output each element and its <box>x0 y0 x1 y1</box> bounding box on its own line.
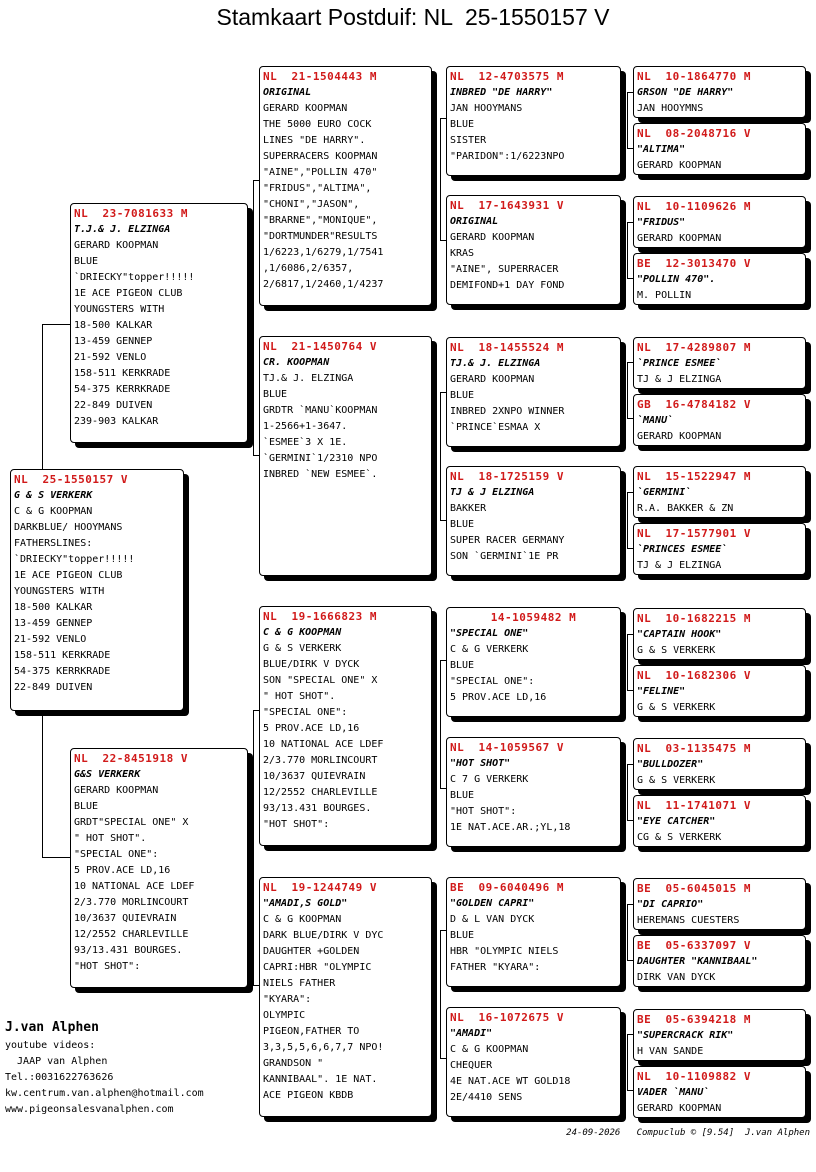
ancestor-card <box>633 665 806 717</box>
pedigree-line: TJ & J ELZINGA <box>637 374 722 385</box>
pedigree-line: JAN HOOYMANS <box>450 103 523 114</box>
mother-father-card <box>259 606 432 846</box>
ring-number: NL 15-1522947 M <box>637 470 751 483</box>
pedigree-line: 1E ACE PIGEON CLUB <box>14 570 123 581</box>
pigeon-name: `MANU` <box>637 415 674 426</box>
pedigree-line: BLUE <box>74 256 99 267</box>
contact-email[interactable]: kw.centrum.van.alphen@hotmail.com <box>5 1088 204 1099</box>
connector-line <box>42 711 43 858</box>
ring-number: NL 17-1643931 V <box>450 199 564 212</box>
ancestor-card <box>633 523 806 575</box>
pedigree-line: OLYMPIC <box>263 1010 306 1021</box>
pedigree-line: CG & S VERKERK <box>637 832 722 843</box>
pedigree-line: 21-592 VENLO <box>14 634 87 645</box>
pedigree-line: 13-459 GENNEP <box>74 336 153 347</box>
pedigree-line: `DRIECKY"topper!!!!! <box>14 554 135 565</box>
contact-phone: Tel.:0031622763626 <box>5 1072 114 1083</box>
pigeon-name: "SUPERCRACK RIK" <box>637 1030 734 1041</box>
father-mother-card <box>259 336 432 576</box>
pedigree-line: 12/2552 CHARLEVILLE <box>74 929 189 940</box>
ring-number: NL 14-1059567 V <box>450 741 564 754</box>
ancestor-card <box>633 66 806 118</box>
pedigree-line: THE 5000 EURO COCK <box>263 119 372 130</box>
pedigree-line: 18-500 KALKAR <box>74 320 153 331</box>
connector-line <box>627 904 628 960</box>
pedigree-line: 22-849 DUIVEN <box>14 682 93 693</box>
connector-line <box>627 362 628 418</box>
pedigree-line: GRDTR `MANU`KOOPMAN <box>263 405 378 416</box>
pedigree-line: GRDT"SPECIAL ONE" X <box>74 817 189 828</box>
great-grandparent-card <box>446 877 621 987</box>
pedigree-line: 1E ACE PIGEON CLUB <box>74 288 183 299</box>
pedigree-line: "HOT SHOT": <box>74 961 141 972</box>
pedigree-line: C & G KOOPMAN <box>263 914 342 925</box>
pedigree-line: `GERMINI`1/2310 NPO <box>263 453 378 464</box>
pedigree-line: 1-2566+1-3647. <box>263 421 348 432</box>
ring-number: BE 05-6337097 V <box>637 939 751 952</box>
pedigree-line: 10 NATIONAL ACE LDEF <box>74 881 195 892</box>
pedigree-line: 2E/4410 SENS <box>450 1092 523 1103</box>
pedigree-line: ACE PIGEON KBDB <box>263 1090 354 1101</box>
ring-number: NL 18-1455524 M <box>450 341 564 354</box>
pedigree-line: BAKKER <box>450 503 487 514</box>
pedigree-line: 12/2552 CHARLEVILLE <box>263 787 378 798</box>
ring-number: NL 17-1577901 V <box>637 527 751 540</box>
pedigree-line: 93/13.431 BOURGES. <box>74 945 183 956</box>
pedigree-line: GERARD KOOPMAN <box>637 1103 722 1114</box>
pigeon-name: GRSON "DE HARRY" <box>637 87 734 98</box>
pedigree-line: 54-375 KERRKRADE <box>74 384 171 395</box>
pedigree-line: FATHERSLINES: <box>14 538 93 549</box>
ancestor-card <box>633 123 806 175</box>
connector-line <box>440 392 441 520</box>
pedigree-line: CHEQUER <box>450 1060 493 1071</box>
pedigree-line: "KYARA": <box>263 994 312 1005</box>
great-grandparent-card <box>446 737 621 847</box>
pedigree-line: G & S VERKERK <box>637 645 716 656</box>
ring-number: NL 10-1864770 M <box>637 70 751 83</box>
pedigree-line: 2/3.770 MORLINCOURT <box>74 897 189 908</box>
pigeon-name: VADER `MANU` <box>637 1087 710 1098</box>
pedigree-line: SISTER <box>450 135 487 146</box>
ancestor-card <box>633 1066 806 1118</box>
pedigree-line: SUPERRACERS KOOPMAN <box>263 151 378 162</box>
pigeon-name: G&S VERKERK <box>74 769 141 780</box>
pedigree-line: C & G VERKERK <box>450 644 529 655</box>
pedigree-line: GERARD KOOPMAN <box>637 233 722 244</box>
pedigree-line: HBR "OLYMPIC NIELS <box>450 946 559 957</box>
pedigree-line: KANNIBAAL". 1E NAT. <box>263 1074 378 1085</box>
pedigree-line: PIGEON,FATHER TO <box>263 1026 360 1037</box>
great-grandparent-card <box>446 195 621 305</box>
pedigree-line: DAUGHTER +GOLDEN <box>263 946 360 957</box>
pigeon-name: TJ.& J. ELZINGA <box>450 358 541 369</box>
breeder-name: J.van Alphen <box>5 1020 99 1035</box>
pigeon-name: "FELINE" <box>637 686 686 697</box>
pedigree-line: 10/3637 QUIEVRAIN <box>74 913 177 924</box>
pigeon-name: "EYE CATCHER" <box>637 816 716 827</box>
pigeon-name: "AMADI" <box>450 1028 493 1039</box>
ring-number: NL 19-1666823 M <box>263 610 377 623</box>
pigeon-name: "GOLDEN CAPRI" <box>450 898 535 909</box>
pedigree-line: ,1/6086,2/6357, <box>263 263 354 274</box>
pedigree-line: DEMIFOND+1 DAY FOND <box>450 280 565 291</box>
pigeon-name: TJ & J ELZINGA <box>450 487 535 498</box>
ancestor-card <box>633 253 806 305</box>
pedigree-line: 13-459 GENNEP <box>14 618 93 629</box>
pedigree-line: "AINE", SUPERRACER <box>450 264 559 275</box>
pedigree-line: BLUE <box>74 801 99 812</box>
ancestor-card <box>633 935 806 987</box>
pigeon-name: INBRED "DE HARRY" <box>450 87 553 98</box>
pedigree-line: BLUE <box>450 660 475 671</box>
pedigree-line: 93/13.431 BOURGES. <box>263 803 372 814</box>
father-card <box>70 203 248 443</box>
pedigree-line: BLUE <box>450 390 475 401</box>
ring-number: BE 05-6394218 M <box>637 1013 751 1026</box>
pedigree-line: GERARD KOOPMAN <box>637 160 722 171</box>
pedigree-line: TJ.& J. ELZINGA <box>263 373 354 384</box>
pedigree-line: "SPECIAL ONE": <box>263 707 348 718</box>
pedigree-line: R.A. BAKKER & ZN <box>637 503 734 514</box>
pedigree-line: G & S VERKERK <box>263 643 342 654</box>
pigeon-name: C & G KOOPMAN <box>263 627 342 638</box>
ancestor-card <box>633 466 806 518</box>
contact-line: JAAP van Alphen <box>5 1056 108 1067</box>
pedigree-line: 18-500 KALKAR <box>14 602 93 613</box>
pedigree-line: 1/6223,1/6279,1/7541 <box>263 247 384 258</box>
ring-number: NL 17-4289807 M <box>637 341 751 354</box>
pedigree-line: 22-849 DUIVEN <box>74 400 153 411</box>
ancestor-card <box>633 608 806 660</box>
pedigree-line: BLUE <box>450 930 475 941</box>
pedigree-line: GERARD KOOPMAN <box>74 240 159 251</box>
pedigree-line: C 7 G VERKERK <box>450 774 529 785</box>
pedigree-line: BLUE/DIRK V DYCK <box>263 659 360 670</box>
pedigree-line: "PARIDON":1/6223NPO <box>450 151 565 162</box>
ring-number: NL 21-1504443 M <box>263 70 377 83</box>
pigeon-name: `PRINCES ESMEE` <box>637 544 728 555</box>
pedigree-line: GERARD KOOPMAN <box>637 431 722 442</box>
ring-number: NL 03-1135475 M <box>637 742 751 755</box>
pedigree-line: 158-511 KERKRADE <box>14 650 111 661</box>
great-grandparent-card <box>446 466 621 576</box>
ring-number: GB 16-4784182 V <box>637 398 751 411</box>
page-title: Stamkaart Postduif: NL 25-1550157 V <box>216 4 610 30</box>
pedigree-line: "AINE","POLLIN 470" <box>263 167 378 178</box>
pedigree-line: 1E NAT.ACE.AR.;YL,18 <box>450 822 571 833</box>
ancestor-card <box>633 394 806 446</box>
ring-number: NL 18-1725159 V <box>450 470 564 483</box>
pedigree-line: 5 PROV.ACE LD,16 <box>74 865 171 876</box>
pigeon-name: "AMADI,S GOLD" <box>263 898 348 909</box>
pigeon-name: ORIGINAL <box>263 87 312 98</box>
pedigree-line: 4E NAT.ACE WT GOLD18 <box>450 1076 571 1087</box>
ring-number: NL 08-2048716 V <box>637 127 751 140</box>
pedigree-line: DARKBLUE/ HOOYMANS <box>14 522 123 533</box>
ring-number: 14-1059482 M <box>490 611 577 624</box>
pedigree-line: "HOT SHOT": <box>263 819 330 830</box>
ring-number: BE 09-6040496 M <box>450 881 564 894</box>
pedigree-line: KRAS <box>450 248 475 259</box>
pedigree-line: 5 PROV.ACE LD,16 <box>263 723 360 734</box>
ring-number: NL 19-1244749 V <box>263 881 377 894</box>
connector-line <box>42 857 72 858</box>
pigeon-name: `GERMINI` <box>637 487 692 498</box>
pedigree-line: M. POLLIN <box>637 290 692 301</box>
pedigree-line: C & G KOOPMAN <box>14 506 93 517</box>
pedigree-line: SUPER RACER GERMANY <box>450 535 565 546</box>
pedigree-line: `DRIECKY"topper!!!!! <box>74 272 195 283</box>
ring-number: NL 10-1109626 M <box>637 200 751 213</box>
pedigree-line: 2/6817,1/2460,1/4237 <box>263 279 384 290</box>
breeder-contact <box>5 1018 204 1118</box>
ancestor-card <box>633 1009 806 1061</box>
connector-line <box>627 634 628 690</box>
pedigree-line: 10/3637 QUIEVRAIN <box>263 771 366 782</box>
pedigree-line: D & L VAN DYCK <box>450 914 535 925</box>
pedigree-line: YOUNGSTERS WITH <box>74 304 165 315</box>
ring-number: NL 12-4703575 M <box>450 70 564 83</box>
father-father-card <box>259 66 432 306</box>
contact-website[interactable]: www.pigeonsalesvanalphen.com <box>5 1104 174 1115</box>
ring-number: NL 10-1109882 V <box>637 1070 751 1083</box>
pedigree-line: "DORTMUNDER"RESULTS <box>263 231 378 242</box>
great-grandparent-card <box>446 66 621 176</box>
pedigree-line: C & G KOOPMAN <box>450 1044 529 1055</box>
pigeon-name: "POLLIN 470". <box>637 274 716 285</box>
pigeon-name: DAUGHTER "KANNIBAAL" <box>637 956 758 967</box>
pedigree-line: JAN HOOYMNS <box>637 103 704 114</box>
ring-number: BE 05-6045015 M <box>637 882 751 895</box>
pedigree-line: 5 PROV.ACE LD,16 <box>450 692 547 703</box>
connector-line <box>627 92 628 148</box>
pedigree-line: 54-375 KERRKRADE <box>14 666 111 677</box>
pedigree-line: `ESMEE`3 X 1E. <box>263 437 348 448</box>
pedigree-line: GERARD KOOPMAN <box>450 374 535 385</box>
connector-line <box>253 180 254 455</box>
ancestor-card <box>633 795 806 847</box>
pigeon-name: ORIGINAL <box>450 216 499 227</box>
pigeon-name: CR. KOOPMAN <box>263 357 330 368</box>
pedigree-line: G & S VERKERK <box>637 775 716 786</box>
ancestor-card <box>633 878 806 930</box>
pedigree-line: YOUNGSTERS WITH <box>14 586 105 597</box>
pedigree-line: 3,3,5,5,6,6,7,7 NPO! <box>263 1042 384 1053</box>
pigeon-name: "SPECIAL ONE" <box>450 628 529 639</box>
pedigree-line: GRANDSON " <box>263 1058 324 1069</box>
connector-line <box>42 324 43 469</box>
ring-number: NL 11-1741071 V <box>637 799 751 812</box>
pedigree-line: LINES "DE HARRY". <box>263 135 366 146</box>
pedigree-line: NIELS FATHER <box>263 978 336 989</box>
print-stamp: 24-09-2026 Compuclub © [9.54] J.van Alphen <box>566 1128 810 1138</box>
pedigree-line: INBRED 2XNPO WINNER <box>450 406 565 417</box>
ring-number: BE 12-3013470 V <box>637 257 751 270</box>
great-grandparent-card <box>446 1007 621 1117</box>
ring-number: NL 10-1682306 V <box>637 669 751 682</box>
connector-line <box>627 1034 628 1090</box>
pedigree-line: "HOT SHOT": <box>450 806 517 817</box>
pigeon-name: "BULLDOZER" <box>637 759 704 770</box>
connector-line <box>440 118 441 240</box>
pedigree-line: 10 NATIONAL ACE LDEF <box>263 739 384 750</box>
great-grandparent-card <box>446 607 621 717</box>
pedigree-line: SON "SPECIAL ONE" X <box>263 675 378 686</box>
connector-line <box>627 492 628 548</box>
pedigree-line: "CHONI","JASON", <box>263 199 360 210</box>
ring-number: NL 23-7081633 M <box>74 207 188 220</box>
pedigree-line: "BRARNE","MONIQUE", <box>263 215 378 226</box>
connector-line <box>440 930 441 1058</box>
pedigree-line: HEREMANS CUESTERS <box>637 915 740 926</box>
pedigree-line: DARK BLUE/DIRK V DYC <box>263 930 384 941</box>
pigeon-name: "DI CAPRIO" <box>637 899 704 910</box>
pedigree-line: BLUE <box>450 519 475 530</box>
pedigree-line: BLUE <box>263 389 288 400</box>
mother-card <box>70 748 248 988</box>
pedigree-line: GERARD KOOPMAN <box>74 785 159 796</box>
great-grandparent-card <box>446 337 621 447</box>
contact-line: youtube videos: <box>5 1040 96 1051</box>
pigeon-name: `PRINCE ESMEE` <box>637 358 722 369</box>
ancestor-card <box>633 337 806 389</box>
pedigree-line: DIRK VAN DYCK <box>637 972 716 983</box>
pedigree-line: G & S VERKERK <box>637 702 716 713</box>
pigeon-name: "CAPTAIN HOOK" <box>637 629 722 640</box>
connector-line <box>440 660 441 788</box>
pedigree-line: GERARD KOOPMAN <box>263 103 348 114</box>
pedigree-line: CAPRI:HBR "OLYMPIC <box>263 962 372 973</box>
pedigree-line: `PRINCE`ESMAA X <box>450 422 541 433</box>
pedigree-line: H VAN SANDE <box>637 1046 704 1057</box>
mother-mother-card <box>259 877 432 1117</box>
connector-line <box>627 764 628 820</box>
pedigree-line: FATHER "KYARA": <box>450 962 541 973</box>
connector-line <box>253 710 254 985</box>
pedigree-line: BLUE <box>450 119 475 130</box>
pedigree-line: " HOT SHOT". <box>263 691 336 702</box>
pigeon-name: T.J.& J. ELZINGA <box>74 224 171 235</box>
ring-number: NL 22-8451918 V <box>74 752 188 765</box>
ring-number: NL 25-1550157 V <box>14 473 128 486</box>
pedigree-line: "SPECIAL ONE": <box>450 676 535 687</box>
connector-line <box>42 324 72 325</box>
pigeon-name: G & S VERKERK <box>14 490 93 501</box>
ancestor-card <box>633 738 806 790</box>
pigeon-name: "ALTIMA" <box>637 144 686 155</box>
ring-number: NL 16-1072675 V <box>450 1011 564 1024</box>
pedigree-line: 158-511 KERKRADE <box>74 368 171 379</box>
pedigree-line: 21-592 VENLO <box>74 352 147 363</box>
connector-line <box>248 845 254 846</box>
connector-line <box>248 320 254 321</box>
pedigree-line: 2/3.770 MORLINCOURT <box>263 755 378 766</box>
pedigree-line: 239-903 KALKAR <box>74 416 159 427</box>
pedigree-line: INBRED `NEW ESMEE`. <box>263 469 378 480</box>
pigeon-name: "HOT SHOT" <box>450 758 511 769</box>
pedigree-line: SON `GERMINI`1E PR <box>450 551 559 562</box>
pedigree-line: "SPECIAL ONE": <box>74 849 159 860</box>
ancestor-card <box>633 196 806 248</box>
pedigree-line: GERARD KOOPMAN <box>450 232 535 243</box>
pigeon-card <box>10 469 184 711</box>
connector-line <box>627 222 628 278</box>
pedigree-line: TJ & J ELZINGA <box>637 560 722 571</box>
ring-number: NL 10-1682215 M <box>637 612 751 625</box>
pedigree-line: BLUE <box>450 790 475 801</box>
pigeon-name: "FRIDUS" <box>637 217 686 228</box>
ring-number: NL 21-1450764 V <box>263 340 377 353</box>
pedigree-line: " HOT SHOT". <box>74 833 147 844</box>
pedigree-line: "FRIDUS","ALTIMA", <box>263 183 372 194</box>
